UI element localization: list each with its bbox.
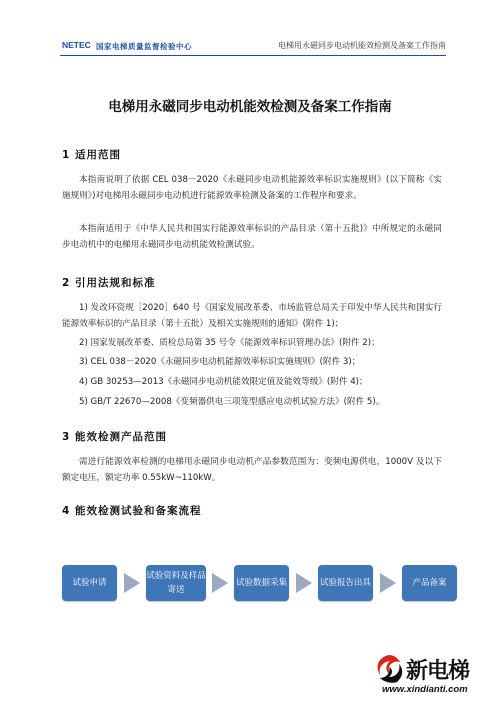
section-1-paragraph-1: 本指南说明了依据 CEL 038－2020《永磁同步电动机能源效率标识实施规则》(以下简称《实施规则》)对电梯用永磁同步电动机进行能源效率检测及备案的工作程序和要求。	[62, 175, 442, 201]
xindianti-logo	[372, 650, 492, 698]
section-heading-4: 4 能效检测试验和备案流程	[62, 505, 202, 517]
flow-arrow-icon	[380, 573, 396, 593]
process-flowchart	[58, 560, 458, 606]
reference-item-2: 2) 国家发展改革委、质检总局第 35 号令《能源效率标识管理办法》(附件 2)；	[79, 338, 380, 348]
reference-item-5: 5) GB/T 22670—2008《变频器供电三项笼型感应电动机试验方法》(附件 5)。	[79, 397, 385, 407]
header-brand: NETEC	[62, 40, 91, 50]
logo-text: 新电梯	[406, 659, 470, 684]
section-heading-2: 2 引用法规和标准	[62, 277, 156, 289]
header-organization: 国家电梯质量监督检验中心	[96, 42, 192, 51]
flow-arrow-icon	[124, 573, 140, 593]
section-1-paragraph-2: 本指南适用于《中华人民共和国实行能源效率标识的产品目录（第十五批)》中所规定的永磁同步电动机中的电梯用永磁同步电动机能效检测试验。	[62, 224, 442, 250]
reference-item-1: 1) 发改环资规［2020］640 号《国家发展改革委、市场监管总局关于印发中华人民共和国实行能源效率标识的产品目录（第十五批）及相关实施规则的通知》(附件 1)；	[62, 303, 442, 329]
header-doc-title: 电梯用永磁同步电动机能效检测及备案工作指南	[278, 41, 446, 50]
page-header	[62, 40, 446, 56]
logo-url: www.xindianti.com	[382, 684, 468, 695]
section-heading-3: 3 能效检测产品范围	[62, 431, 167, 443]
section-heading-1: 1 适用范围	[62, 149, 121, 161]
flow-arrow-icon	[212, 573, 228, 593]
section-3-paragraph: 需进行能源效率检测的电梯用永磁同步电动机产品参数范围为：变频电源供电，1000V 及以下额定电压，额定功率 0.55kW~110kW。	[62, 457, 442, 483]
header-divider	[60, 55, 446, 56]
reference-item-4: 4) GB 30253—2013《永磁同步电动机能效限定值及能效等级》(附件 4)；	[79, 377, 368, 387]
flow-arrow-icon	[296, 573, 312, 593]
document-title: 电梯用永磁同步电动机能效检测及备案工作指南	[108, 99, 392, 115]
flow-step-product-filing: 产品备案	[402, 565, 457, 601]
flow-step-report-issue: 试验报告出具	[318, 565, 373, 601]
logo-swirl-icon	[372, 652, 406, 686]
reference-item-3: 3) CEL 038－2020《永磁同步电动机能源效率标识实施规则》(附件 3)；	[79, 357, 361, 367]
flow-step-application: 试验申请	[62, 565, 117, 601]
flow-step-data-collection: 试验数据采集	[234, 565, 289, 601]
flow-step-sample-shipping: 试验资料及样品寄送	[146, 565, 206, 601]
